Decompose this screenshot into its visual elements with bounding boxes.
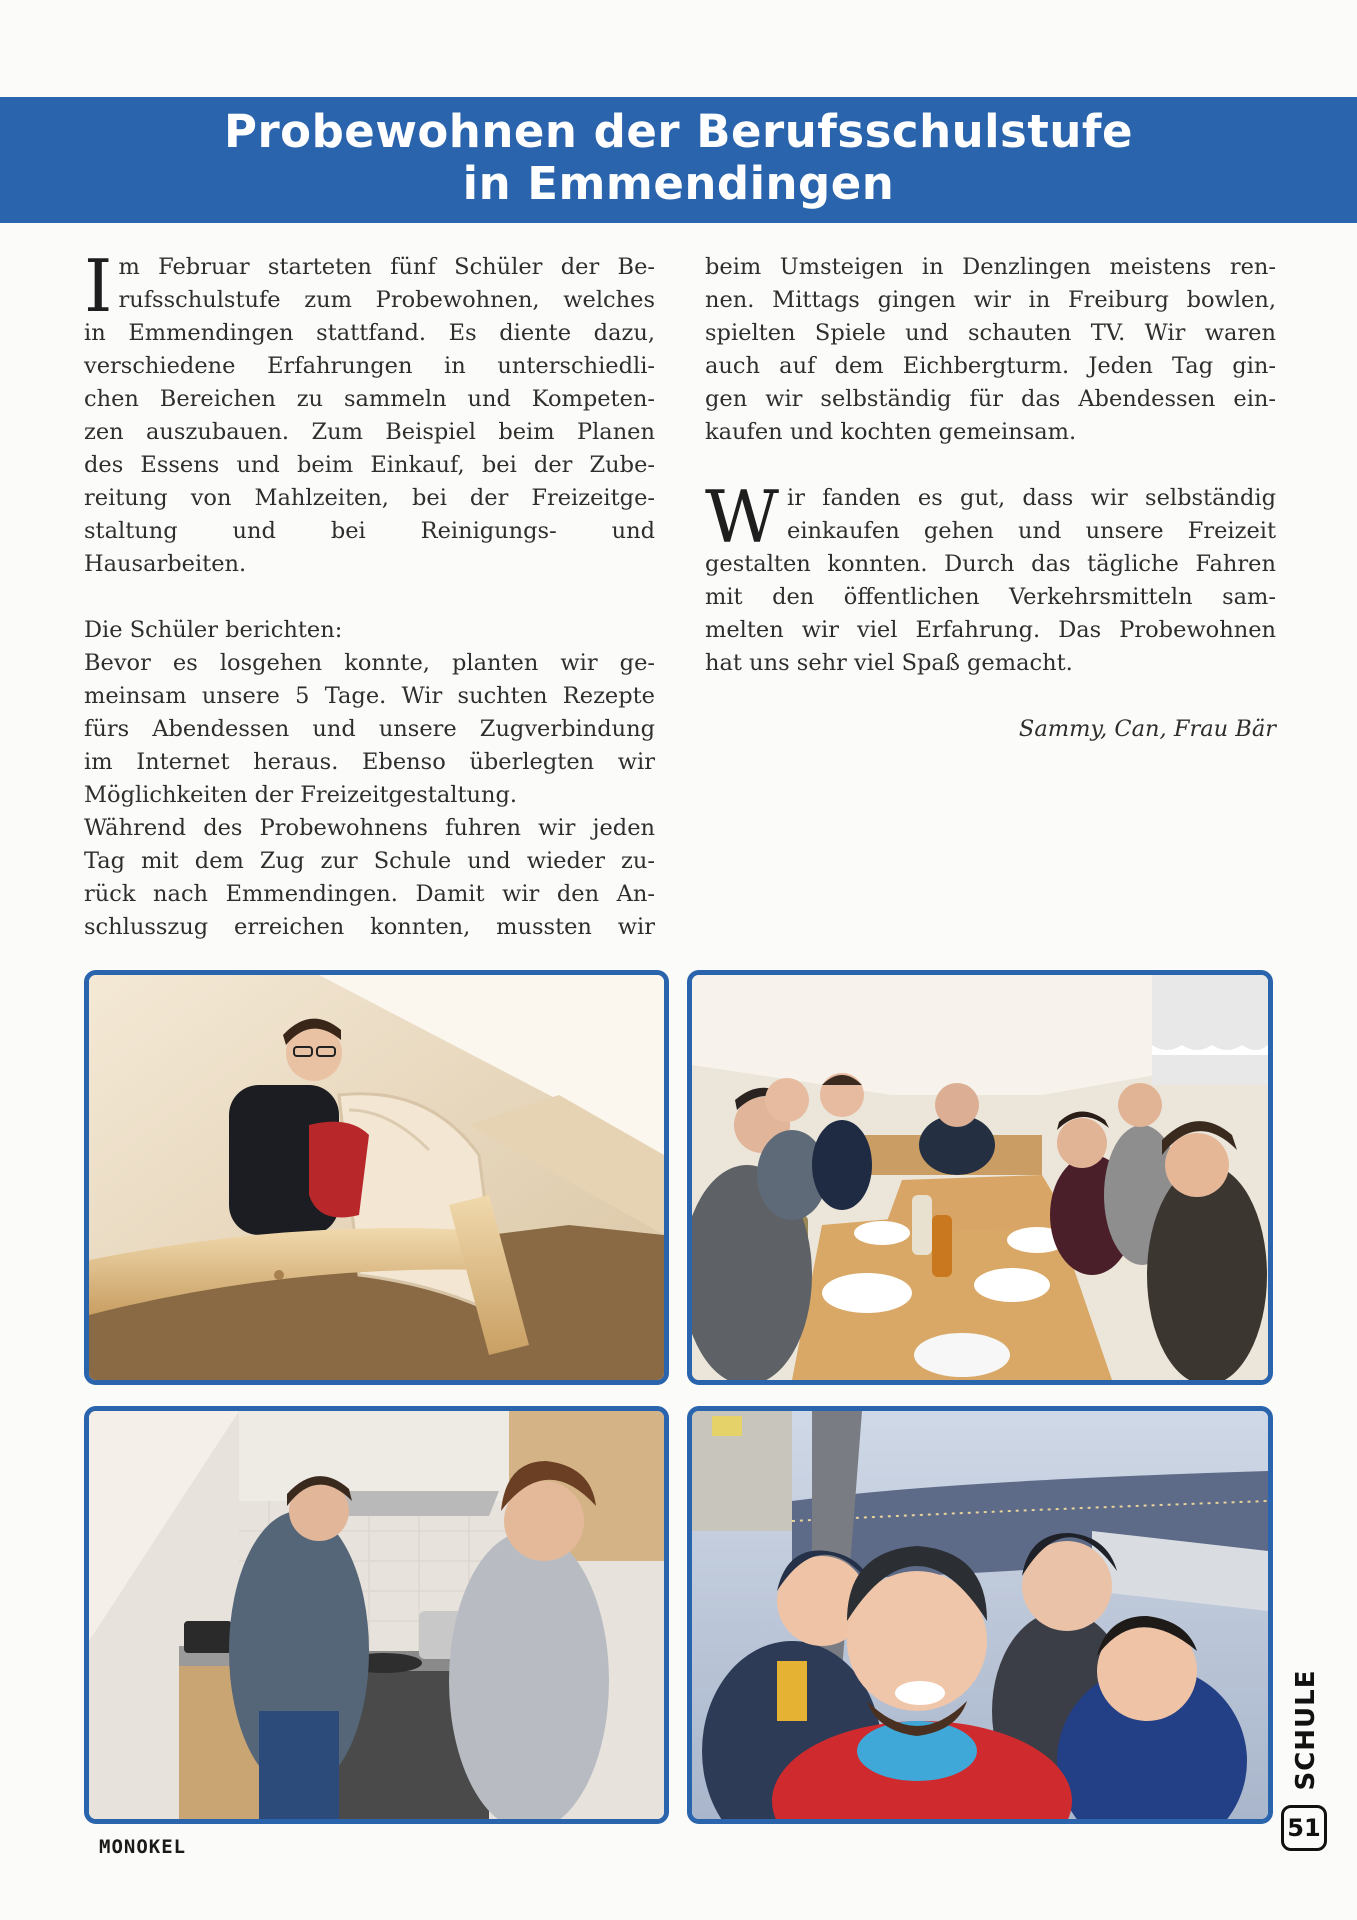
text-line: Möglichkeiten der Freizeitgestaltung. bbox=[84, 782, 518, 808]
text-line: meinsam unsere 5 Tage. Wir suchten Rezepte bbox=[84, 683, 655, 709]
magazine-logo: MONOKEL bbox=[99, 1836, 187, 1858]
text-line: im Internet heraus. Ebenso überlegten wir bbox=[84, 749, 655, 775]
text-line: melten wir viel Erfahrung. Das Probewohnen bbox=[705, 617, 1276, 643]
author-signature: Sammy, Can, Frau Bär bbox=[1018, 716, 1276, 742]
text-line: Die Schüler berichten: bbox=[84, 617, 343, 643]
drop-cap-i: I bbox=[84, 244, 113, 328]
section-label-text: SCHULE bbox=[1291, 1669, 1321, 1791]
section-label bbox=[1286, 1669, 1326, 1791]
text-line: ir fanden es gut, dass wir selbständig bbox=[787, 485, 1276, 511]
text-line: staltung und bei Reinigungs- und bbox=[84, 518, 655, 544]
text-line: m Februar starteten fünf Schüler der Be- bbox=[118, 254, 655, 280]
article-column-right bbox=[705, 251, 1276, 746]
drop-cap-w: W bbox=[705, 475, 780, 559]
bed-mattress-photo bbox=[84, 970, 669, 1385]
text-line: hat uns sehr viel Spaß gemacht. bbox=[705, 650, 1073, 676]
text-line: in Emmendingen stattfand. Es diente dazu, bbox=[84, 320, 655, 346]
text-line: einkaufen gehen und unsere Freizeit bbox=[787, 518, 1276, 544]
text-line: verschiedene Erfahrungen in unterschiedli- bbox=[84, 353, 655, 379]
text-line: reitung von Mahlzeiten, bei der Freizeitge- bbox=[84, 485, 655, 511]
text-line: spielten Spiele und schauten TV. Wir waren bbox=[705, 320, 1276, 346]
text-line: schlusszug erreichen konnten, mussten wir bbox=[84, 914, 655, 940]
article-column-left bbox=[84, 244, 655, 944]
text-line: Hausarbeiten. bbox=[84, 551, 247, 577]
title-banner bbox=[0, 97, 1357, 223]
text-line: beim Umsteigen in Denzlingen meistens ren- bbox=[705, 254, 1276, 280]
text-line: rück nach Emmendingen. Damit wir den An- bbox=[84, 881, 655, 907]
text-line: kaufen und kochten gemeinsam. bbox=[705, 419, 1077, 445]
text-line: zen auszubauen. Zum Beispiel beim Planen bbox=[84, 419, 655, 445]
text-line: rufsschulstufe zum Probewohnen, welches bbox=[118, 287, 655, 313]
text-line: gen wir selbständig für das Abendessen ein- bbox=[705, 386, 1276, 412]
dinner-table-photo bbox=[687, 970, 1273, 1385]
page-title-line-1: Probewohnen der Berufsschulstufe bbox=[224, 105, 1133, 158]
text-line: auch auf dem Eichbergturm. Jeden Tag gin- bbox=[705, 353, 1276, 379]
text-line: Bevor es losgehen konnte, planten wir ge- bbox=[84, 650, 655, 676]
tower-selfie-photo bbox=[687, 1406, 1273, 1824]
text-line: Während des Probewohnens fuhren wir jeden bbox=[84, 815, 655, 841]
page-number: 51 bbox=[1281, 1805, 1327, 1851]
kitchen-cooking-photo bbox=[84, 1406, 669, 1824]
text-line: des Essens und beim Einkauf, bei der Zube- bbox=[84, 452, 655, 478]
text-line: fürs Abendessen und unsere Zugverbindung bbox=[84, 716, 655, 742]
text-line: Tag mit dem Zug zur Schule und wieder zu- bbox=[84, 848, 655, 874]
text-line: mit den öffentlichen Verkehrsmitteln sam- bbox=[705, 584, 1276, 610]
text-line: gestalten konnten. Durch das tägliche Fahren bbox=[705, 551, 1276, 577]
text-line: nen. Mittags gingen wir in Freiburg bowlen, bbox=[705, 287, 1276, 313]
text-line: chen Bereichen zu sammeln und Kompeten- bbox=[84, 386, 655, 412]
page-title-line-2: in Emmendingen bbox=[462, 157, 895, 210]
